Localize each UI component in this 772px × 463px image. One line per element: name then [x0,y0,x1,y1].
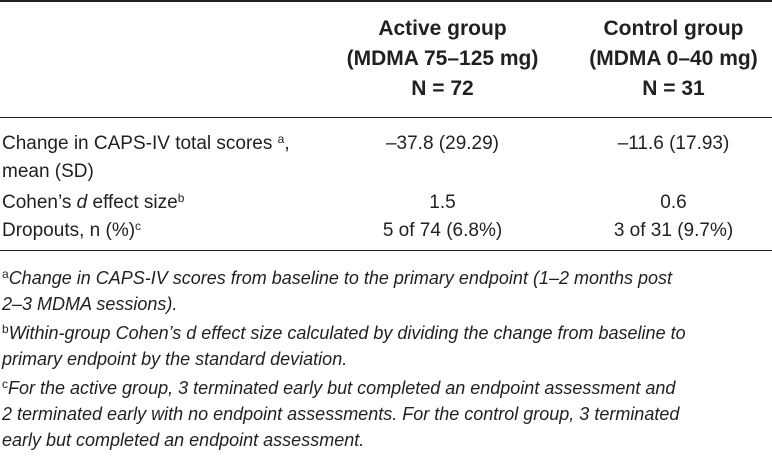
row-label-caps-change [2,130,290,158]
column-header-line: (MDMA 0–40 mg) [589,47,758,70]
footnote-mark: a [2,267,9,281]
cell-active-caps-change: –37.8 (29.29) [385,133,500,154]
footnote-c-line1 [2,375,675,401]
row-label-caps-change-line2: mean (SD) [2,161,94,182]
cell-active-dropouts: 5 of 74 (6.8%) [382,220,503,241]
footnote-text: For the active group, 3 terminated early but completed an endpoint assessment and [8,378,676,398]
row-label-text: effect size [87,192,178,213]
cell-control-caps-change: –11.6 (17.93) [617,133,730,154]
footnote-c-line3: early but completed an endpoint assessment. [2,430,365,450]
footnote-mark: a [277,132,285,146]
row-label-effect-size [2,189,184,217]
footnote-a-line1 [2,265,672,291]
footnote-text: Within-group Cohen’s d effect size calculated by dividing the change from baseline to [8,323,686,343]
column-header-active [320,14,565,104]
column-header-line: Active group [378,17,507,40]
column-header-line: N = 31 [642,77,705,100]
cell-control-effect-size: 0.6 [660,192,687,213]
row-label-text: Dropouts, n (%) [2,220,136,241]
footnote-mark: c [2,377,8,391]
footnote-mark: c [135,219,142,233]
footnote-c-line2: 2 terminated early with no endpoint assessments. For the control group, 3 terminated [2,404,680,424]
row-label-italic: d [76,192,88,213]
row-label-text: Cohen’s [2,192,77,213]
column-header-line: Control group [603,17,744,40]
footnote-b-line1 [2,320,686,346]
footnote-b-line2: primary endpoint by the standard deviation. [2,349,348,369]
row-label-text: , [284,133,290,154]
footnote-text: Change in CAPS-IV scores from baseline to the primary endpoint (1–2 months post [8,268,673,288]
footnote-mark: b [2,322,9,336]
bottom-rule [0,250,772,251]
cell-control-dropouts: 3 of 31 (9.7%) [613,220,734,241]
column-header-line: (MDMA 75–125 mg) [346,47,539,70]
column-header-line: N = 72 [411,77,474,100]
row-label-dropouts [2,217,141,245]
header-rule [0,117,772,118]
row-label-text: Change in CAPS-IV total scores [2,133,278,154]
column-header-control [575,14,772,104]
footnote-a-line2: 2–3 MDMA sessions). [2,294,178,314]
top-rule [0,0,772,2]
cell-active-effect-size: 1.5 [429,192,456,213]
footnote-mark: b [177,191,185,205]
